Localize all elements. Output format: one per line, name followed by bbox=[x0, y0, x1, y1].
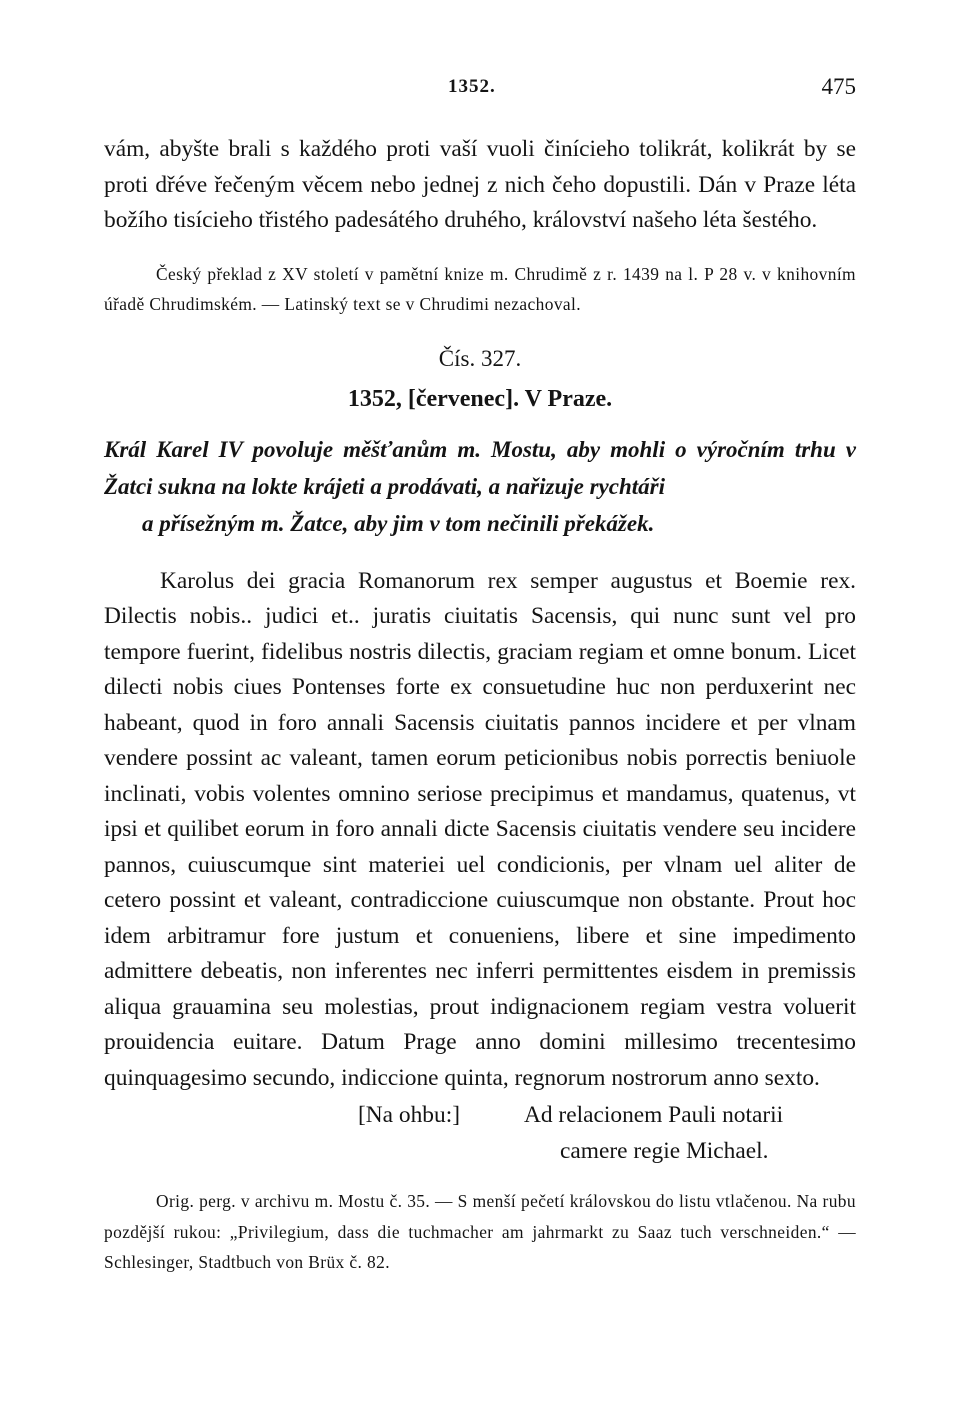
source-note: Český překlad z XV století v pamětní knize m. Chrudimě z r. 1439 na l. P 28 v. v knihovním úřadě Chrudimském. — Latinský text se v Chrudimi nezachoval. bbox=[104, 263, 856, 314]
regest-line-1: Král Karel IV povoluje měšťanům m. Mostu, aby mohli o výročním trhu v Žatci sukna na lokte krájeti a prodávati, a nařizuje rychtáři bbox=[104, 436, 856, 499]
book-page bbox=[104, 72, 856, 1278]
running-header-year: 1352. bbox=[448, 76, 496, 97]
original-source-note: Orig. perg. v archivu m. Mostu č. 35. — S menší pečetí královskou do listu vtlačenou. Na rubu pozdější rukou: „Privilegium, dass die tuchmacher am jahrmarkt zu Saaz tuch verschneiden.“ — Schlesinger, Stadtbuch von Brüx č. 82. bbox=[104, 1191, 856, 1272]
document-regest bbox=[104, 431, 856, 542]
latin-charter-text: Karolus dei gracia Romanorum rex semper augustus et Boemie rex. Dilectis nobis.. judici et.. juratis ciuitatis Sacensis, qui nunc sunt vel pro tempore fuerint, fidelibus nostris dilectis, graciam regiam et omne bonum. Licet dilecti nobis ciues Pontenses forte ex consuetudine huc non perduxerint nec habeant, quod in foro annali Sacensis ciuitatis pannos incidere et per vlnam vendere possint ac valeant, tamen eorum peticionibus nobis porrectis beniuole inclinati, vobis volentes omnino seriose precipimus et mandamus, quatenus, vt ipsi et quilibet eorum in foro annali dicte Sacensis ciuitatis vendere seu incidere pannos, cuiuscumque sint materiei uel condicionis, per vlnam uel aliter de cetero possint et valeant, contradiccione cuiuscumque non obstante. Prout hoc idem arbitramur fore justum et conueniens, libere et sine impedimento admittere debeatis, non inferentes nec inferri permittentes eisdem in premissis aliqua grauamina seu molestias, prout indignacionem regiam vestra voluerit prouidencia euitare. Datum Prage anno domini millesimo trecentesimo quinquagesimo secundo, indiccione quinta, regnorum nostrorum anno sexto. bbox=[104, 567, 856, 1091]
regest-line-2: a přísežným m. Žatce, aby jim v tom nečinili překážek. bbox=[142, 510, 655, 536]
endorsement-block bbox=[104, 1098, 856, 1174]
continuation-paragraph: vám, abyšte brali s každého proti vaší vuoli činícieho tolikrát, kolikrát by se proti dřéve řečeným věcem nebo jednej z nich čeho dopustili. Dán v Praze léta božího tisícieho třistého padesátého druhého, království našeho léta šestého. bbox=[104, 136, 856, 233]
endorsement-line-2: camere regie Michael. bbox=[560, 1138, 769, 1164]
document-date-place: 1352, [červenec]. V Praze. bbox=[347, 385, 613, 412]
endorsement-label: [Na ohbu:] bbox=[358, 1102, 460, 1128]
page-number: 475 bbox=[821, 74, 856, 99]
running-header bbox=[104, 72, 856, 106]
document-number: Čís. 327. bbox=[438, 345, 522, 371]
endorsement-line-1: Ad relacionem Pauli notarii bbox=[524, 1102, 784, 1128]
